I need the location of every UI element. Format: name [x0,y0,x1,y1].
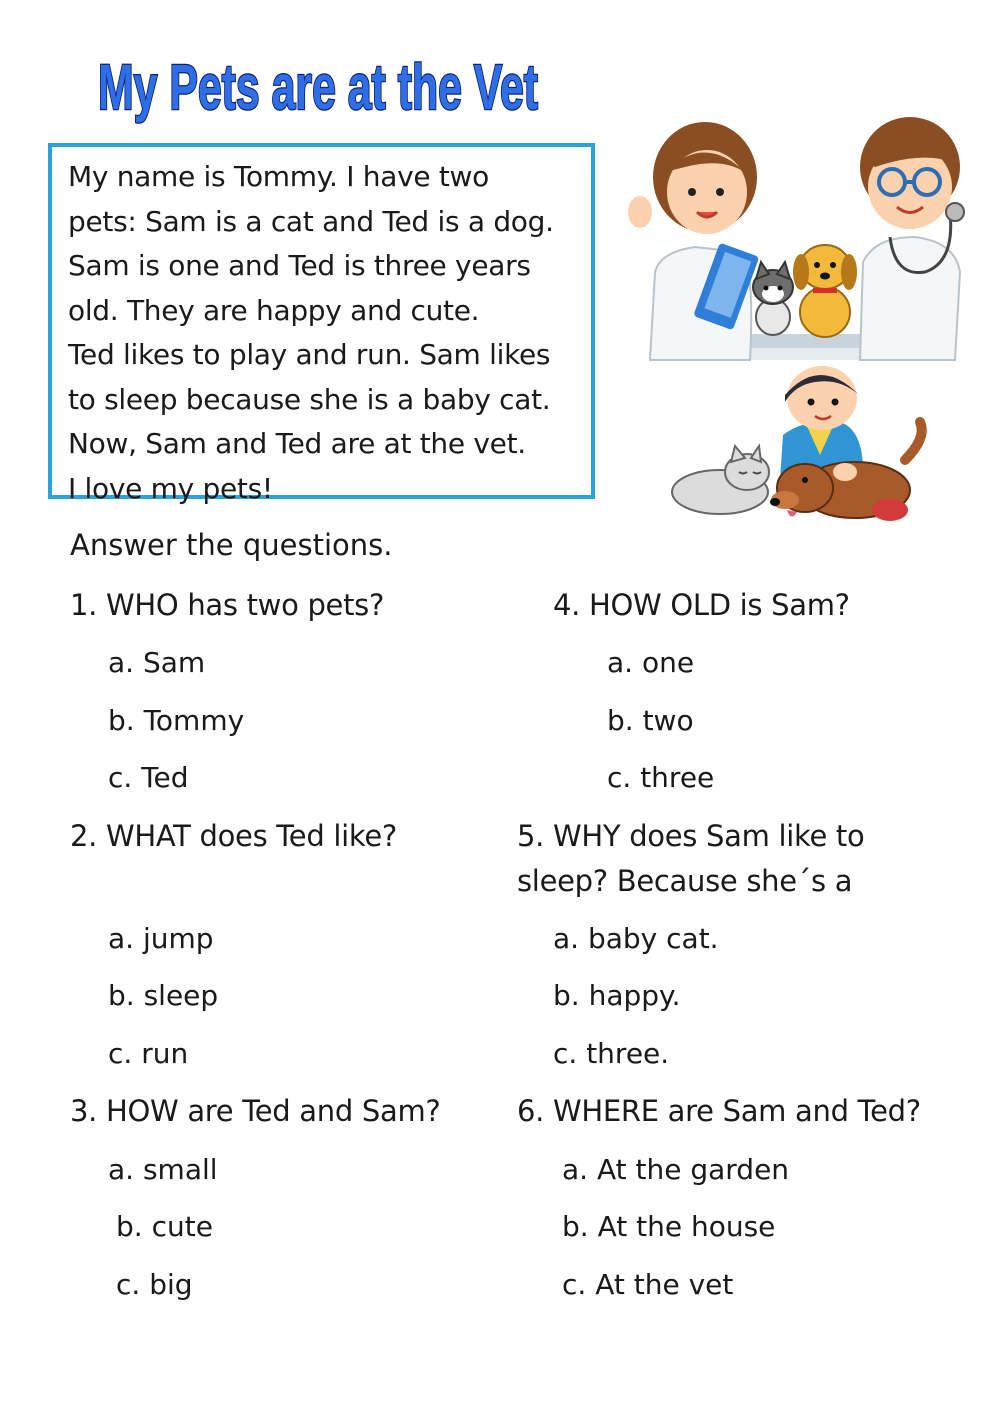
question-1: 1. WHO has two pets? [70,588,385,622]
question-2-option-a[interactable]: a. jump [108,922,214,955]
story-line: Now, Sam and Ted are at the vet. [68,427,526,460]
question-4-option-b[interactable]: b. two [607,704,694,737]
question-3-option-a[interactable]: a. small [108,1153,218,1186]
story-line: My name is Tommy. I have two [68,160,489,193]
question-6-option-b[interactable]: b. At the house [562,1210,776,1243]
question-3: 3. HOW are Ted and Sam? [70,1094,441,1128]
story-line: Sam is one and Ted is three years [68,249,531,282]
question-4-option-c[interactable]: c. three [607,761,715,794]
question-5-option-b[interactable]: b. happy. [553,979,681,1012]
story-box [48,143,595,505]
question-3-option-c[interactable]: c. big [116,1268,193,1301]
story-line: to sleep because she is a baby cat. [68,382,551,416]
boy-with-pets-illustration [665,360,935,535]
question-4-option-a[interactable]: a. one [607,646,695,679]
question-5-option-c[interactable]: c. three. [553,1037,670,1070]
question-5: 5. WHY does Sam like to [517,819,865,853]
question-1-option-c[interactable]: c. Ted [108,761,189,794]
instructions: Answer the questions. [70,528,393,562]
story-line: pets: Sam is a cat and Ted is a dog. [68,204,554,238]
worksheet-title [96,52,546,122]
question-1-option-a[interactable]: a. Sam [108,646,206,679]
story-line: Ted likes to play and run. Sam likes [68,338,551,371]
question-6-option-a[interactable]: a. At the garden [562,1153,790,1186]
question-5-continued: sleep? Because she´s a [517,864,853,898]
story-line: I love my pets! [68,471,273,505]
question-4: 4. HOW OLD is Sam? [553,588,850,622]
question-2-option-b[interactable]: b. sleep [108,979,219,1012]
story-line: old. They are happy and cute. [68,293,480,327]
question-6: 6. WHERE are Sam and Ted? [517,1094,921,1128]
vets-with-pets-illustration [625,112,970,360]
question-2-option-c[interactable]: c. run [108,1037,189,1070]
question-5-option-a[interactable]: a. baby cat. [553,922,719,955]
question-1-option-b[interactable]: b. Tommy [108,704,245,737]
question-3-option-b[interactable]: b. cute [116,1210,213,1243]
title-text: My Pets are at the Vet [98,51,538,123]
question-2: 2. WHAT does Ted like? [70,819,397,853]
question-6-option-c[interactable]: c. At the vet [562,1268,734,1301]
